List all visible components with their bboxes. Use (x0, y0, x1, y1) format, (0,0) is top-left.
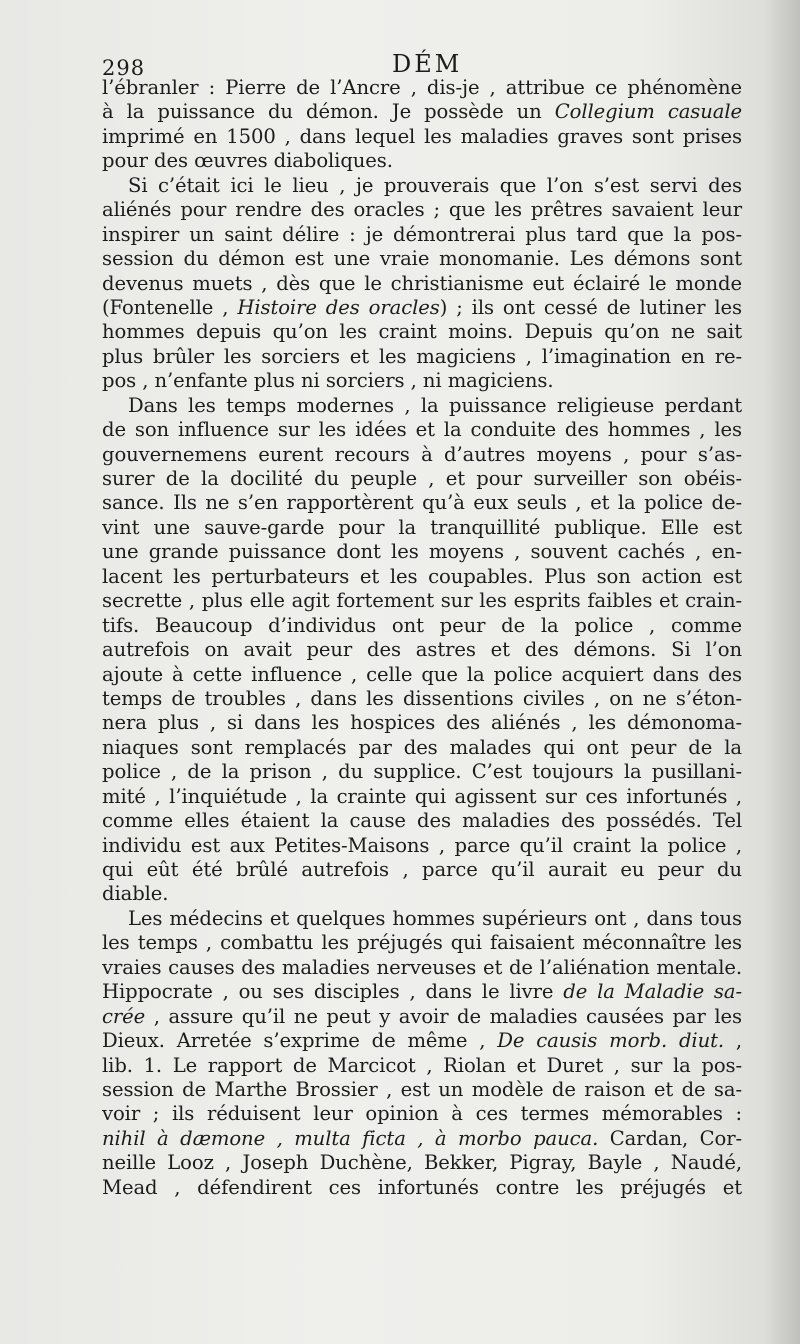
text-line-roman: imprimé en 1500 , dans lequel les maladies graves sont prises (102, 124, 742, 148)
text-line-roman: voir ; ils réduisent leur opinion à ces termes mémorables : (102, 1102, 742, 1126)
text-line-roman: vint une sauve-garde pour la tranquillité publique. Elle est (102, 515, 742, 539)
text-line (102, 491, 742, 515)
text-line (102, 1151, 742, 1175)
text-line (102, 956, 742, 980)
text-line-italic: nihil à dæmone , multa ficta , à morbo pauca. (102, 1126, 599, 1150)
text-line-roman: tifs. Beaucoup d’individus ont peur de la police , comme (102, 613, 742, 637)
text-line-roman: Mead , défendirent ces infortunés contre les préjugés et (102, 1175, 742, 1199)
text-line-roman: surer de la docilité du peuple , et pour surveiller son obéis- (102, 467, 742, 490)
text-line (102, 834, 742, 858)
text-line (102, 223, 742, 247)
text-line-italic: Collegium casuale (554, 100, 742, 124)
page-number: 298 (102, 56, 146, 80)
text-line-roman: pour des œuvres diaboliques. (102, 149, 393, 173)
text-line-italic: de la Maladie sa- (563, 980, 742, 1004)
text-line (102, 247, 742, 271)
text-line (102, 638, 742, 662)
text-line-tail: Cardan, Cor- (598, 1126, 742, 1150)
page-edge-shadow (764, 0, 800, 1344)
text-line-tail: ) ; ils ont cessé de lutiner les (439, 295, 742, 319)
text-line-roman: pos , n’enfante plus ni sorciers , ni magiciens. (102, 369, 554, 393)
text-line-roman: Si c’était ici le lieu , je prouverais que l’on s’est servi des (128, 173, 742, 197)
text-line (102, 149, 742, 173)
text-line-roman: comme elles étaient la cause des maladies des possédés. Tel (102, 809, 742, 833)
text-line (102, 589, 742, 613)
text-line (102, 540, 742, 564)
running-head: DÉM (392, 50, 463, 78)
text-line-roman: sance. Ils ne s’en rapportèrent qu’à eux seuls , et la police de- (102, 491, 742, 515)
text-line (102, 76, 742, 100)
text-line-roman: inspirer un saint délire : je démontrerai plus tard que la pos- (102, 222, 742, 246)
text-line-roman: gouvernemens eurent recours à d’autres moyens , pour s’as- (102, 442, 742, 466)
text-line (102, 1078, 742, 1102)
text-line-roman: mité , l’inquiétude , la crainte qui agissent sur ces infortunés , (102, 784, 742, 808)
text-line-roman: hommes depuis qu’on les craint moins. Depuis qu’on ne sait (102, 320, 742, 344)
text-line-roman: Les médecins et quelques hommes supérieurs ont , dans tous (128, 906, 742, 930)
text-line (102, 760, 742, 784)
text-line-roman: ajoute à cette influence , celle que la police acquiert dans des (102, 662, 742, 686)
text-line-roman: nera plus , si dans les hospices des aliénés , les démonoma- (102, 711, 742, 735)
text-line (102, 345, 742, 369)
text-line (102, 565, 742, 589)
text-line-roman: l’ébranler : Pierre de l’Ancre , dis-je , attribue ce phénomène (102, 76, 742, 99)
text-line (102, 125, 742, 149)
text-line-roman: à la puissance du démon. Je possède un (102, 100, 555, 124)
text-line-roman: niaques sont remplacés par des malades qui ont peur de la (102, 735, 742, 759)
text-line (102, 858, 742, 882)
text-line (102, 1127, 742, 1151)
text-line (102, 785, 742, 809)
text-line-roman: devenus muets , dès que le christianisme eut éclairé le monde (102, 271, 742, 295)
text-line (102, 980, 742, 1004)
text-line-roman: lib. 1. Le rapport de Marcicot , Riolan et Duret , sur la pos- (102, 1053, 742, 1077)
text-line (102, 1176, 742, 1200)
text-line-roman: plus brûler les sorciers et les magiciens , l’imagination en re- (102, 344, 742, 368)
text-line-roman: Dans les temps modernes , la puissance religieuse perdant (128, 393, 742, 417)
text-line-roman: individu est aux Petites-Maisons , parce qu’il craint la police , (102, 833, 742, 857)
text-line (102, 736, 742, 760)
text-line-italic: De causis morb. diut. (497, 1029, 724, 1053)
text-line (102, 663, 742, 687)
text-line-roman: Hippocrate , ou ses disciples , dans le livre (102, 980, 564, 1004)
text-line (102, 516, 742, 540)
text-line (102, 614, 742, 638)
text-line-roman: une grande puissance dont les moyens , souvent cachés , en- (102, 540, 742, 564)
text-line-tail: , assure qu’il ne peut y avoir de maladies causées par les (145, 1004, 742, 1028)
text-line-roman: Dieux. Arretée s’exprime de même , (102, 1029, 498, 1053)
text-line (102, 198, 742, 222)
text-line (102, 320, 742, 344)
text-line-roman: les temps , combattu les préjugés qui faisaient méconnaître les (102, 931, 742, 955)
text-line (102, 907, 742, 931)
text-line-roman: (Fontenelle , (102, 295, 238, 319)
text-line (102, 1054, 742, 1078)
text-line (102, 1029, 742, 1053)
text-line (102, 174, 742, 198)
text-line-roman: police , de la prison , du supplice. C’est toujours la pusillani- (102, 760, 742, 784)
text-line (102, 809, 742, 833)
text-line (102, 1005, 742, 1029)
text-line-roman: neille Looz , Joseph Duchène, Bekker, Pigray, Bayle , Naudé, (102, 1151, 742, 1175)
text-line-tail: , (724, 1029, 742, 1053)
text-line-roman: autrefois on avait peur des astres et des démons. Si l’on (102, 638, 742, 662)
text-line-roman: session du démon est une vraie monomanie. Les démons sont (102, 247, 742, 271)
text-line-roman: vraies causes des maladies nerveuses et de l’aliénation mentale. (102, 955, 742, 979)
text-line-roman: session de Marthe Brossier , est un modèle de raison et de sa- (102, 1077, 742, 1101)
text-line-roman: temps de troubles , dans les dissentions civiles , on ne s’éton- (102, 686, 742, 710)
text-line (102, 394, 742, 418)
text-line-roman: diable. (102, 882, 169, 906)
text-line-roman: secrette , plus elle agit fortement sur les esprits faibles et crain- (102, 589, 742, 613)
text-line (102, 882, 742, 906)
text-line (102, 418, 742, 442)
text-line-italic: Histoire des oracles (237, 295, 440, 319)
text-line-roman: qui eût été brûlé autrefois , parce qu’il aurait eu peur du (102, 858, 742, 881)
text-line (102, 443, 742, 467)
text-line-roman: aliénés pour rendre des oracles ; que les prêtres savaient leur (102, 198, 742, 222)
text-line (102, 931, 742, 955)
text-line-italic: crée (102, 1004, 146, 1028)
text-line (102, 687, 742, 711)
text-line (102, 272, 742, 296)
text-line-roman: lacent les perturbateurs et les coupables. Plus son action est (102, 564, 742, 588)
text-line-roman: de son influence sur les idées et la conduite des hommes , les (102, 418, 742, 442)
text-line (102, 369, 742, 393)
text-line (102, 467, 742, 491)
text-line (102, 1102, 742, 1126)
body-text (102, 76, 742, 1200)
text-line (102, 711, 742, 735)
text-line (102, 296, 742, 320)
text-line (102, 100, 742, 124)
